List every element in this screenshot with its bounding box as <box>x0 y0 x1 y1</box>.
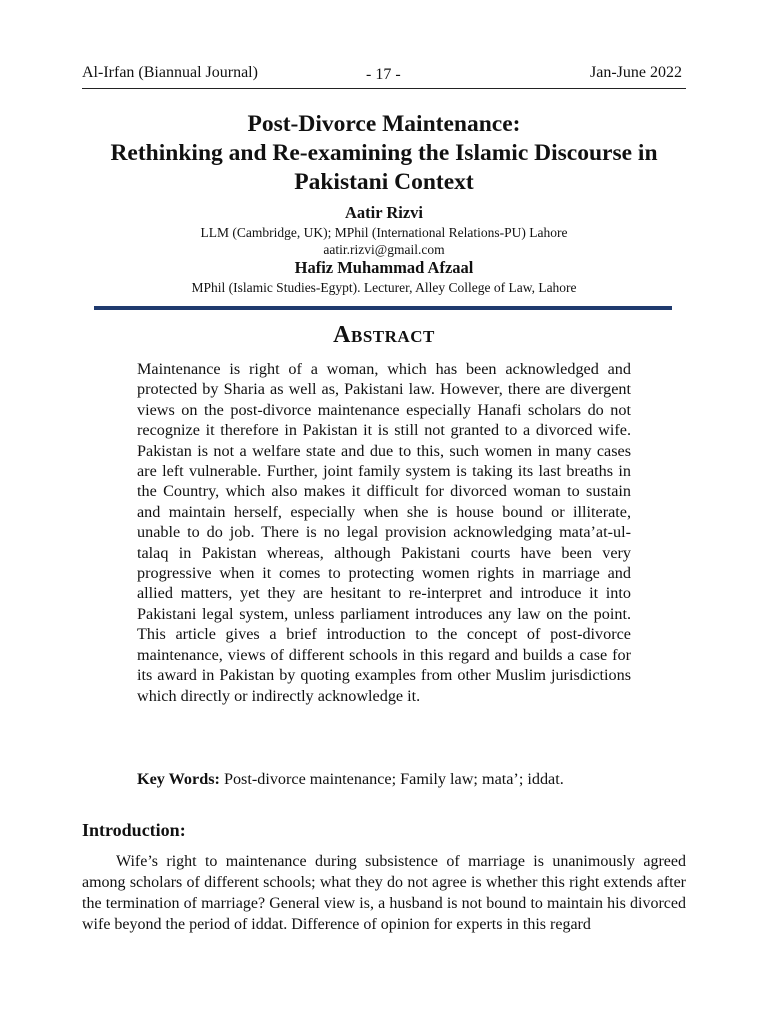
keywords-list: Post-divorce maintenance; Family law; mata’; iddat. <box>223 770 564 788</box>
abstract-heading: Abstract <box>333 322 435 348</box>
abstract-text: Maintenance is right of a woman, which has been acknowledged and protected by Sharia as well as, Pakistani law. However, there are divergent views on the post-divorce maintenance especially Hanafi scholars do not recognize it therefore in Pakistan it is still not granted to a divorced wife. Pakistan is not a welfare state and due to this, such women in many cases are left vulnerable. Further, joint family system is taking its last breaths in the Country, which also makes it difficult for divorced woman to sustain and maintain herself, especially when she is house bound or illiterate, unable to do job. There is no legal provision acknowledging mata’at-ul-talaq in Pakistan whereas, although Pakistani courts have been very progressive when it comes to protecting women rights in marriage and allied matters, yet they are hesitant to re-interpret and introduce it into Pakistani legal system, unless parliament introduces any law on the point. This article gives a brief introduction to the concept of post-divorce maintenance, views of different schools in this regard and builds a case for its award in Pakistan by quoting examples from other Muslim jurisdictions which directly or indirectly acknowledge it. <box>137 360 631 705</box>
author-email-1: aatir.rizvi@gmail.com <box>323 242 445 257</box>
author-affiliation-1: LLM (Cambridge, UK); MPhil (International Relations-PU) Lahore <box>200 225 568 240</box>
introduction-heading: Introduction: <box>82 820 186 840</box>
keywords <box>137 770 631 789</box>
page-number: - 17 - <box>366 66 401 83</box>
title-divider-rule <box>94 306 672 310</box>
title-line-1: Post-Divorce Maintenance: <box>247 111 521 137</box>
author-name-1: Aatir Rizvi <box>344 203 424 222</box>
author-affiliation-2: MPhil (Islamic Studies-Egypt). Lecturer, Alley College of Law, Lahore <box>191 280 577 295</box>
running-header <box>82 64 686 89</box>
journal-name: Al-Irfan (Biannual Journal) <box>82 64 258 81</box>
title-line-2: Rethinking and Re-examining the Islamic Discourse in <box>110 140 658 166</box>
issue-date: Jan-June 2022 <box>590 64 682 81</box>
keywords-label: Key Words: <box>137 770 220 788</box>
author-name-2: Hafiz Muhammad Afzaal <box>294 258 474 277</box>
title-line-3: Pakistani Context <box>294 169 474 195</box>
introduction-text: Wife’s right to maintenance during subsistence of marriage is unanimously agreed among scholars of different schools; what they do not agree is whether this right extends after the termination of marriage? General view is, a husband is not bound to maintain his divorced wife beyond the period of iddat. Difference of opinion for experts in this regard <box>82 853 686 933</box>
article-title <box>60 110 708 197</box>
